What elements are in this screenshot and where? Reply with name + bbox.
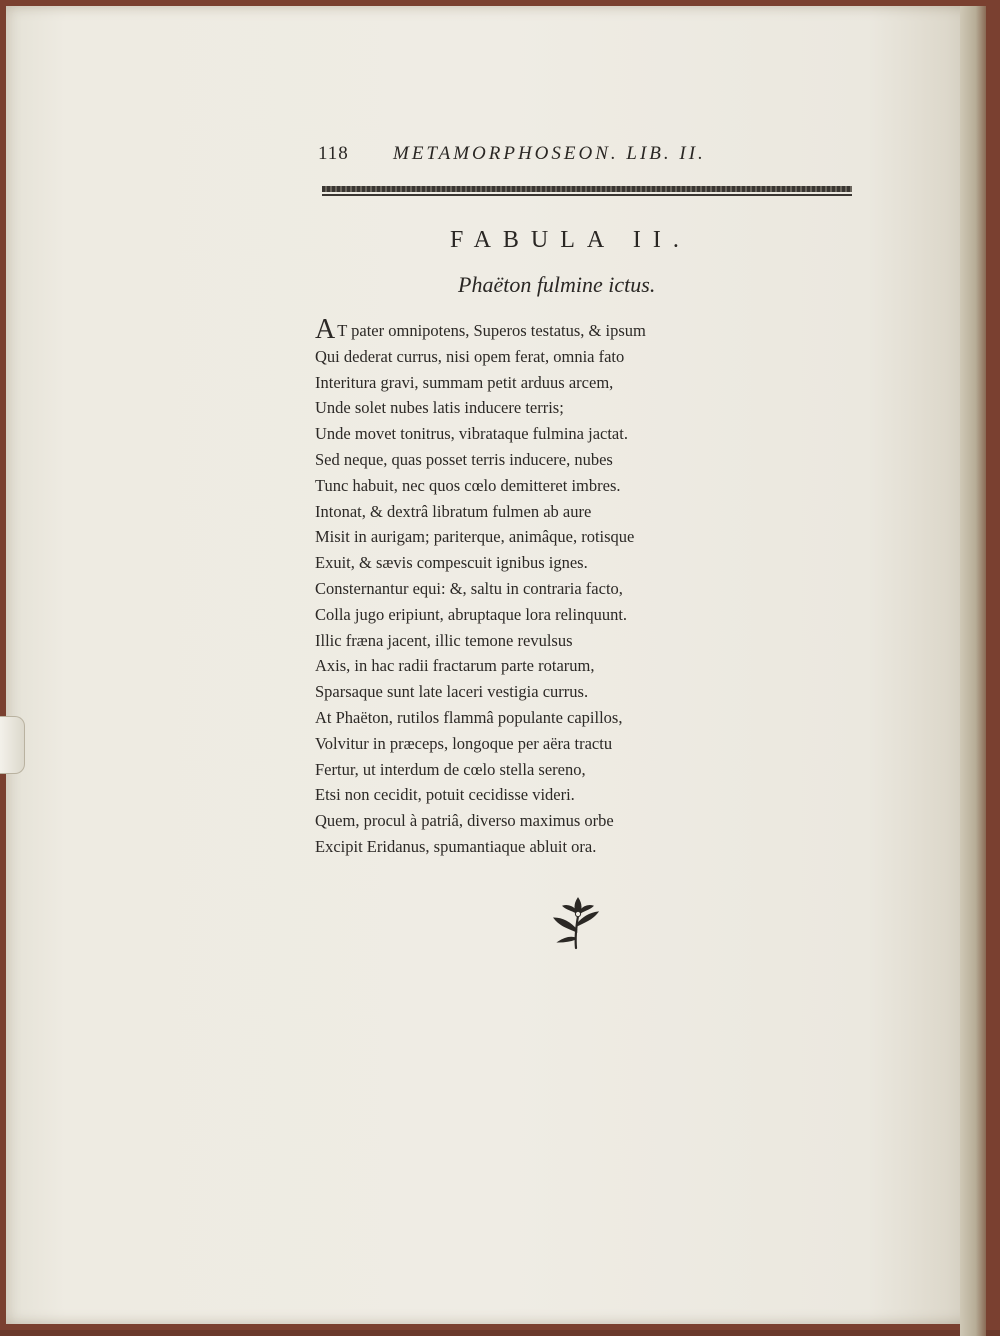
verse-line: Etsi non cecidit, potuit cecidisse videri. <box>315 785 575 805</box>
verse-line: Fertur, ut interdum de cœlo stella sereno, <box>315 759 586 779</box>
verse-line: Unde movet tonitrus, vibrataque fulmina jactat. <box>315 424 628 444</box>
verse-line: Sparsaque sunt late laceri vestigia currus. <box>315 682 589 702</box>
page-number: 118 <box>318 143 349 164</box>
verse-line: Misit in aurigam; pariterque, animâque, rotisque <box>315 527 635 547</box>
verse-line: Interitura gravi, summam petit arduus arcem, <box>315 372 614 392</box>
header-rule <box>322 186 852 198</box>
verse-line: Colla jugo eripiunt, abruptaque lora relinquunt. <box>315 604 628 624</box>
verse-line: Quem, procul à patriâ, diverso maximus orbe <box>315 811 614 831</box>
verse-line: Exuit, & sævis compescuit ignibus ignes. <box>315 553 588 573</box>
verse-line: At Phaëton, rutilos flammâ populante capillos, <box>315 707 623 727</box>
verse-line: Qui dederat currus, nisi opem ferat, omnia fato <box>315 346 625 366</box>
fable-subtitle: Phaëton fulmine ictus. <box>458 272 656 297</box>
verse-line: Volvitur in præceps, longoque per aëra tractu <box>315 733 613 753</box>
header-rule-ornamented <box>322 186 852 192</box>
fable-heading: FABULA II. <box>450 227 691 253</box>
verse-line: Excipit Eridanus, spumantiaque abluit ora. <box>315 836 597 856</box>
drop-initial: A <box>315 314 336 345</box>
verse-line: Tunc habuit, nec quos cœlo demitteret imbres. <box>315 475 621 495</box>
verse-line: Axis, in hac radii fractarum parte rotarum, <box>315 656 595 676</box>
running-title: METAMORPHOSEON. LIB. II. <box>393 143 706 164</box>
verse-line: Consternantur equi: &, saltu in contraria facto, <box>315 578 623 598</box>
verse-line: A T pater omnipotens, Superos testatus, & ipsum <box>315 314 646 345</box>
page-tab-marker <box>0 716 25 774</box>
page-gutter-edge <box>960 6 986 1336</box>
header-rule-line <box>322 194 852 196</box>
verse-line: Intonat, & dextrâ libratum fulmen ab aure <box>315 501 592 521</box>
floral-tailpiece-icon <box>548 892 604 950</box>
verse-line: Sed neque, quas posset terris inducere, nubes <box>315 449 613 469</box>
verse-line: Unde solet nubes latis inducere terris; <box>315 398 564 418</box>
verse-line: Illic fræna jacent, illic temone revulsus <box>315 630 573 650</box>
poem-text <box>315 314 795 860</box>
